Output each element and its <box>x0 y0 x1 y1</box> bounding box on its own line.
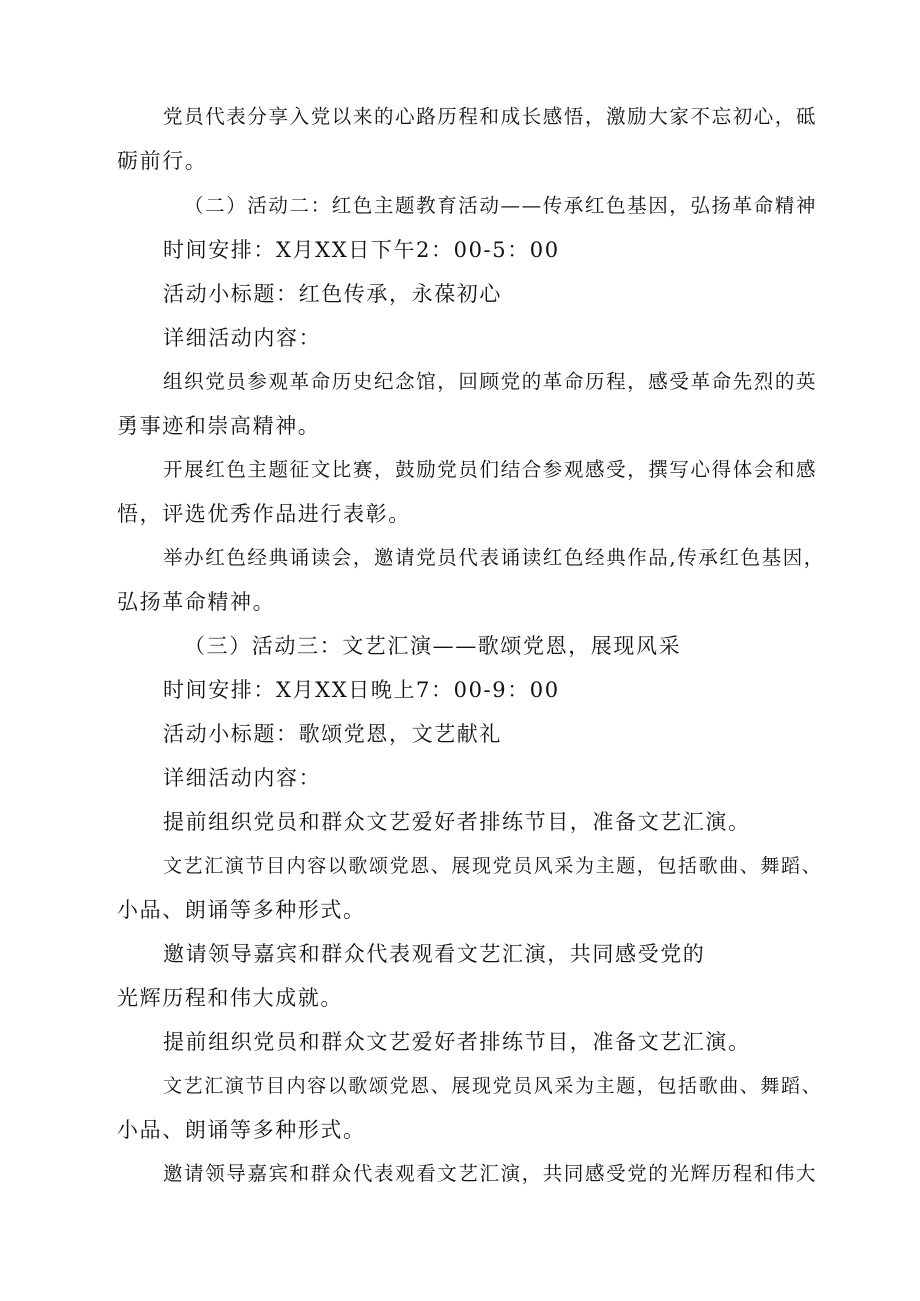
paragraph-line: 举办红色经典诵读会，邀请党员代表诵读红色经典作品,传承红色基因， <box>163 546 825 569</box>
paragraph-line: 砺前行。 <box>117 149 208 173</box>
paragraph-line: 邀请领导嘉宾和群众代表观看文艺汇演，共同感受党的 <box>163 942 706 966</box>
paragraph-line: 开展红色主题征文比赛，鼓励党员们结合参观感受，撰写心得体会和感 <box>163 458 818 481</box>
paragraph-line: 党员代表分享入党以来的心路历程和成长感悟，激励大家不忘初心，砥 <box>163 105 818 128</box>
section-heading: （三）活动三：文艺汇演——歌颂党恩，展现风采 <box>184 634 682 658</box>
paragraph-line: 勇事迹和崇高精神。 <box>117 414 321 438</box>
section-heading: （二）活动二：红色主题教育活动——传承红色基因，弘扬革命精神 <box>184 194 818 217</box>
paragraph-line: 时间安排：X月XX日下午2：00-5：00 <box>163 238 560 262</box>
paragraph-line: 详细活动内容： <box>163 326 322 350</box>
paragraph-line: 光辉历程和伟大成就。 <box>117 986 343 1010</box>
paragraph-line: 文艺汇演节目内容以歌颂党恩、展现党员风采为主题，包括歌曲、舞蹈、 <box>163 1075 823 1097</box>
paragraph-line: 提前组织党员和群众文艺爱好者排练节目，准备文艺汇演。 <box>163 810 751 834</box>
paragraph-line: 活动小标题：红色传承，永葆初心 <box>163 282 502 306</box>
paragraph-line: 小品、朗诵等多种形式。 <box>117 898 366 922</box>
paragraph-line: 弘扬革命精神。 <box>117 590 276 614</box>
paragraph-line: 邀请领导嘉宾和群众代表观看文艺汇演，共同感受党的光辉历程和伟大 <box>163 1162 818 1185</box>
paragraph-line: 组织党员参观革命历史纪念馆，回顾党的革命历程，感受革命先烈的英 <box>163 370 818 393</box>
paragraph-line: 提前组织党员和群众文艺爱好者排练节目，准备文艺汇演。 <box>163 1030 751 1054</box>
paragraph-line: 活动小标题：歌颂党恩，文艺献礼 <box>163 722 502 746</box>
paragraph-line: 详细活动内容： <box>163 766 322 790</box>
paragraph-line: 小品、朗诵等多种形式。 <box>117 1118 366 1142</box>
paragraph-line: 悟，评选优秀作品进行表彰。 <box>117 502 411 526</box>
paragraph-line: 时间安排：X月XX日晚上7：00-9：00 <box>163 678 560 702</box>
paragraph-line: 文艺汇演节目内容以歌颂党恩、展现党员风采为主题，包括歌曲、舞蹈、 <box>163 855 823 877</box>
